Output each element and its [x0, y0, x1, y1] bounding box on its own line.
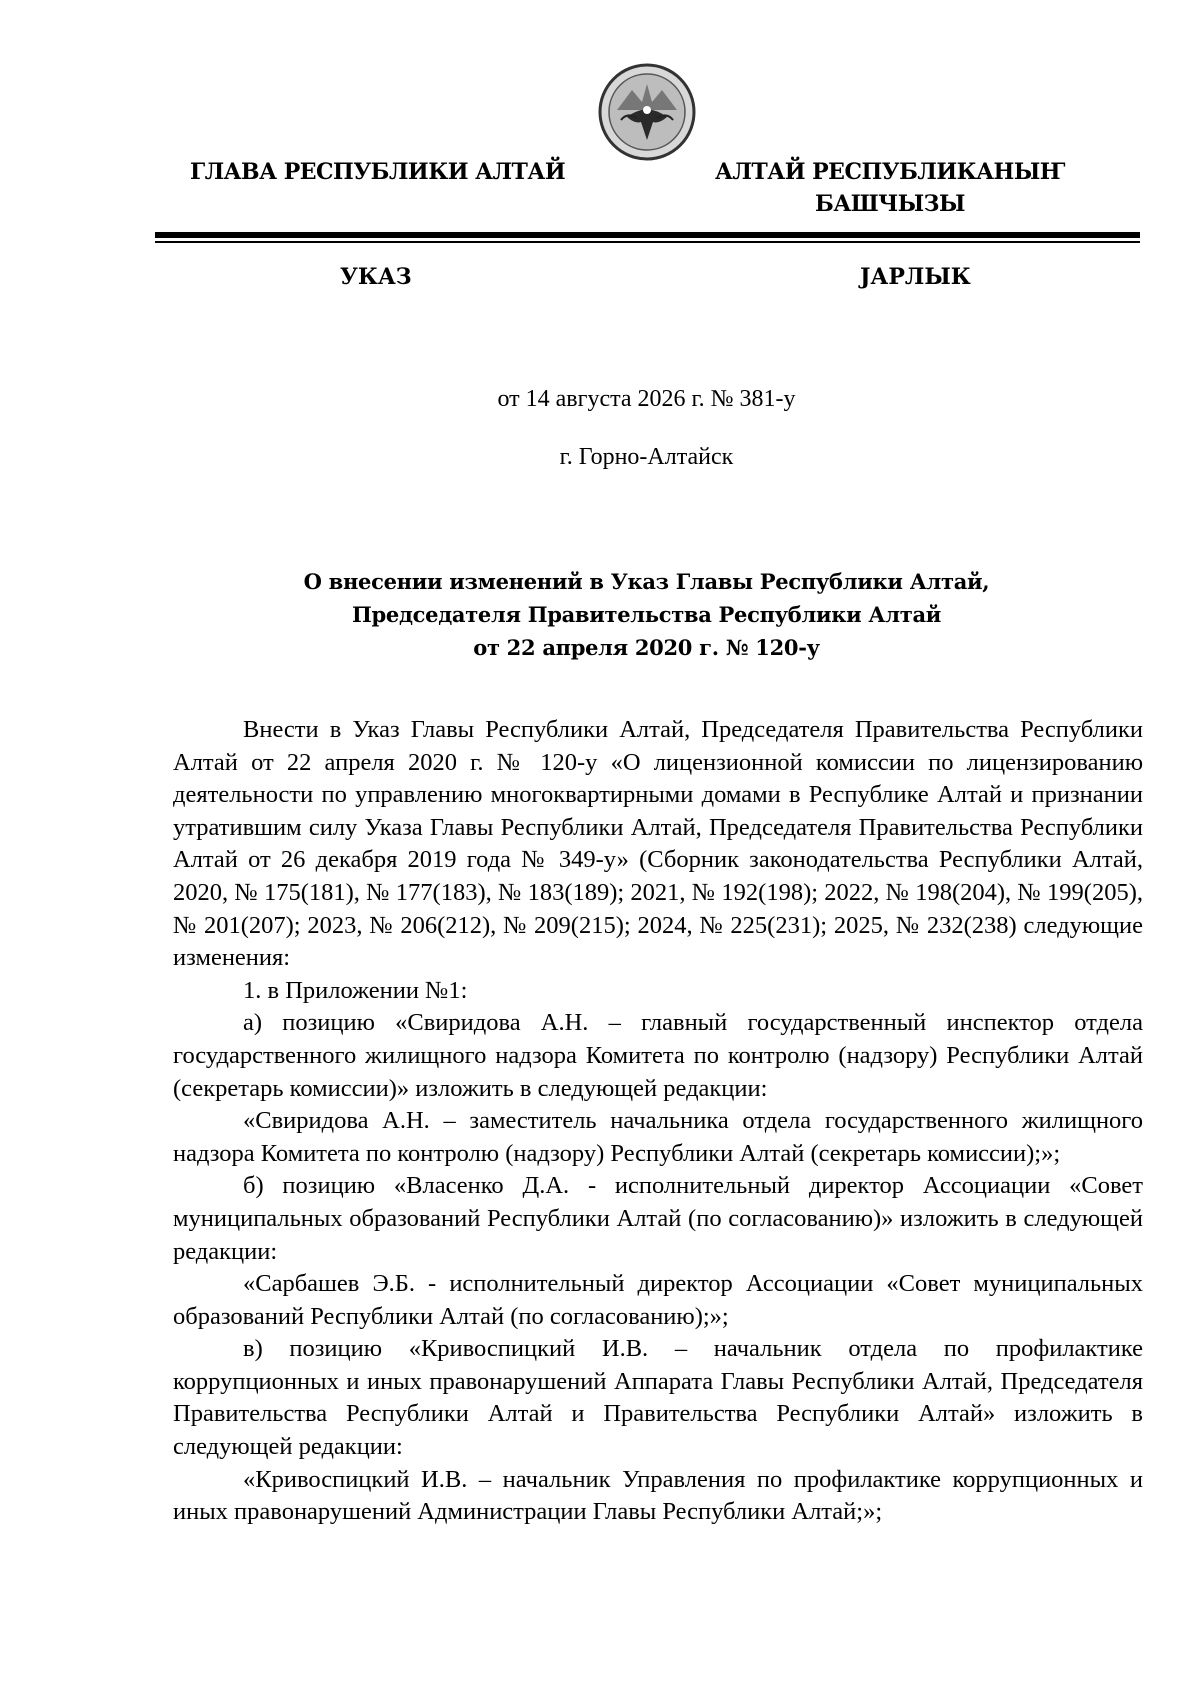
- body-paragraph: в) позицию «Кривоспицкий И.В. – начальник отдела по профилактике коррупционных и иных правонарушений Аппарата Главы Республики Алтай, Председателя Правительства Республики Алтай и Правительства Республики Алтай» изложить в следующей редакции:: [173, 1335, 1143, 1461]
- title-line-2: Председателя Правительства Республики Алтай: [351, 602, 942, 627]
- body-paragraph: 1. в Приложении №1:: [243, 976, 468, 1004]
- coat-of-arms-icon: [597, 62, 697, 162]
- document-type-alt: ЈАРЛЫК: [860, 264, 971, 290]
- body-paragraph: «Сарбашев Э.Б. - исполнительный директор Ассоциации «Совет муниципальных образований Республики Алтай (по согласованию);»;: [173, 1270, 1143, 1330]
- title-line-3: от 22 апреля 2020 г. № 120-у: [473, 635, 820, 660]
- issuer-title-alt: [700, 156, 1080, 220]
- issuer-title-ru: ГЛАВА РЕСПУБЛИКИ АЛТАЙ: [190, 159, 566, 185]
- document-body: [173, 714, 1143, 1529]
- document-type-ru: УКАЗ: [340, 264, 412, 290]
- body-paragraph: «Свиридова А.Н. – заместитель начальника отдела государственного жилищного надзора Комитета по контролю (надзору) Республики Алтай (секретарь комиссии);»;: [173, 1107, 1143, 1167]
- body-paragraph: б) позицию «Власенко Д.А. - исполнительный директор Ассоциации «Совет муниципальных образований Республики Алтай (по согласованию)» изложить в следующей редакции:: [173, 1172, 1143, 1265]
- issuer-title-alt-line1: АЛТАЙ РЕСПУБЛИКАНЫҤ: [715, 159, 1065, 185]
- body-paragraph: Внести в Указ Главы Республики Алтай, Председателя Правительства Республики Алтай от 22 апреля 2020 г. № 120-у «О лицензионной комиссии по лицензированию деятельности по управлению многоквартирными домами в Республике Алтай и признании утратившим силу Указа Главы Республики Алтай, Председателя Правительства Республики Алтай от 26 декабря 2019 года № 349-у» (Сборник законодательства Республики Алтай, 2020, № 175(181), № 177(183), № 183(189); 2021, № 192(198); 2022, № 198(204), № 199(205), № 201(207); 2023, № 206(212), № 209(215); 2024, № 225(231); 2025, № 232(238) следующие изменения:: [173, 716, 1143, 972]
- body-paragraph: «Кривоспицкий И.В. – начальник Управления по профилактике коррупционных и иных правонарушений Администрации Главы Республики Алтай;»;: [173, 1465, 1143, 1526]
- issuer-title-alt-line2: БАШЧЫЗЫ: [815, 191, 965, 217]
- document-title: [0, 565, 1200, 664]
- document-date-number: от 14 августа 2026 г. № 381-у: [497, 386, 796, 412]
- title-line-1: О внесении изменений в Указ Главы Республики Алтай,: [303, 569, 990, 594]
- header-divider-thick: [155, 232, 1140, 238]
- header-divider-thin: [155, 241, 1140, 243]
- body-paragraph: а) позицию «Свиридова А.Н. – главный государственный инспектор отдела государственного жилищного надзора Комитета по контролю (надзору) Республики Алтай (секретарь комиссии)» изложить в следующей редакции:: [173, 1009, 1143, 1102]
- document-city: г. Горно-Алтайск: [559, 444, 734, 470]
